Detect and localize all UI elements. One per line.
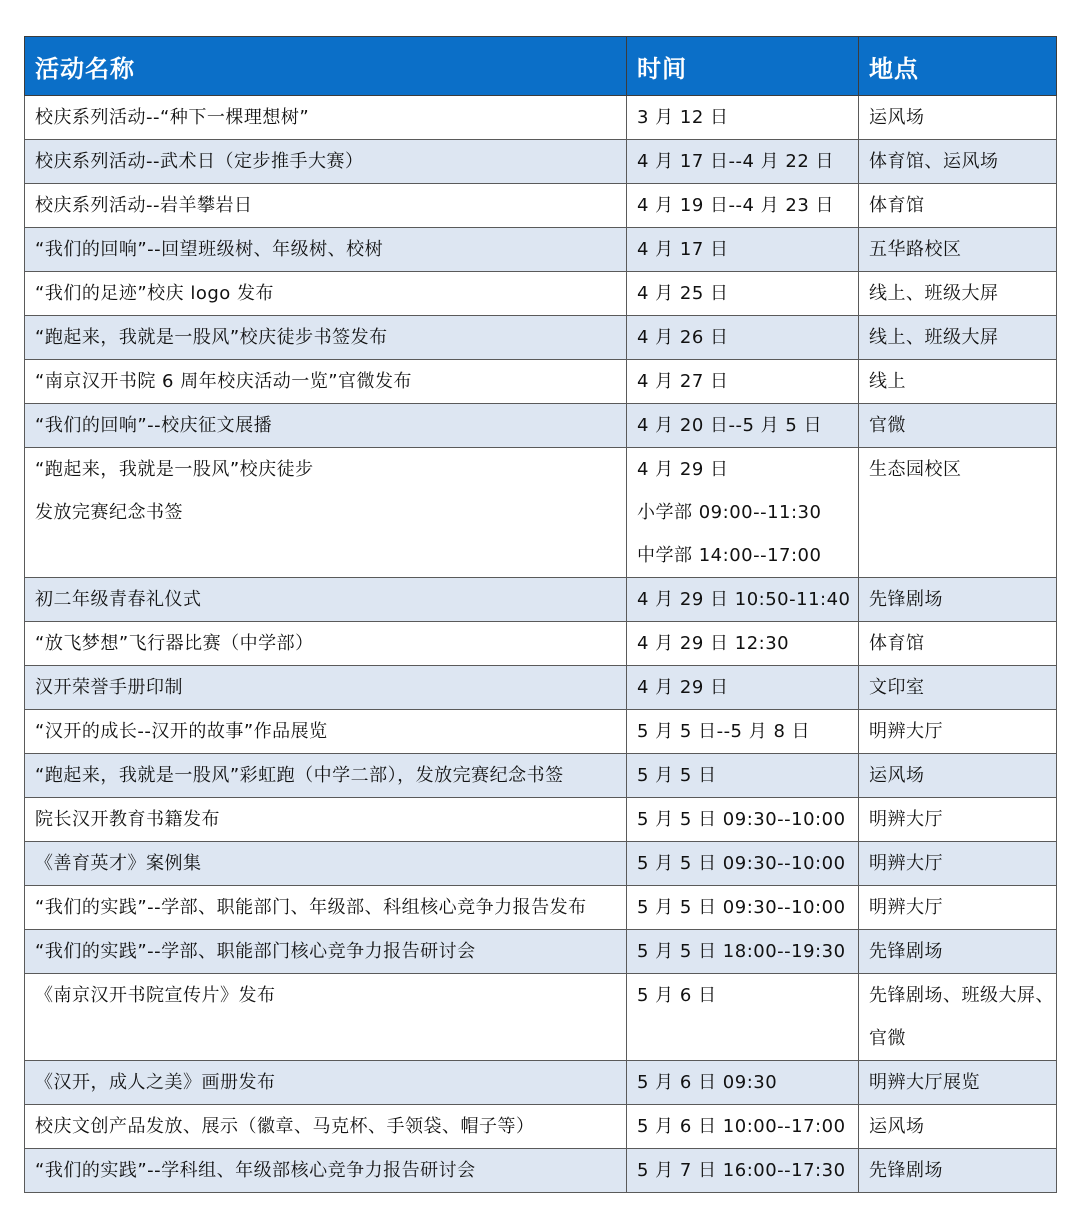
activity-name-cell <box>25 886 627 930</box>
activity-name-cell <box>25 96 627 140</box>
location-cell <box>859 140 1057 184</box>
activity-name-cell <box>25 974 627 1061</box>
location-cell-line: 明辨大厅 <box>869 809 943 830</box>
table-row <box>25 360 1057 404</box>
activity-name-cell-line: “南京汉开书院 6 周年校庆活动一览”官微发布 <box>35 371 413 392</box>
activity-table-container <box>24 36 1056 1193</box>
time-cell-line: 5 月 5 日 09:30--10:00 <box>637 853 846 874</box>
table-row <box>25 404 1057 448</box>
time-cell <box>627 710 859 754</box>
activity-schedule-table <box>24 36 1057 1193</box>
activity-name-cell-line: 发放完赛纪念书签 <box>35 502 183 523</box>
time-cell-line: 5 月 5 日 09:30--10:00 <box>637 897 846 918</box>
activity-name-cell <box>25 842 627 886</box>
table-row <box>25 798 1057 842</box>
time-cell-line: 4 月 17 日--4 月 22 日 <box>637 151 835 172</box>
activity-name-cell <box>25 448 627 578</box>
time-cell-line: 4 月 19 日--4 月 23 日 <box>637 195 835 216</box>
location-cell <box>859 578 1057 622</box>
time-cell-line: 5 月 6 日 09:30 <box>637 1072 778 1093</box>
time-cell <box>627 360 859 404</box>
activity-name-cell <box>25 578 627 622</box>
table-row <box>25 448 1057 578</box>
time-cell <box>627 930 859 974</box>
location-cell-line: 五华路校区 <box>869 239 962 260</box>
location-cell <box>859 1149 1057 1193</box>
location-cell-line: 先锋剧场、班级大屏、 <box>869 985 1054 1006</box>
time-cell <box>627 316 859 360</box>
time-cell <box>627 404 859 448</box>
time-cell <box>627 272 859 316</box>
activity-name-cell-line: “我们的实践”--学部、职能部门核心竞争力报告研讨会 <box>35 941 476 962</box>
activity-name-cell-line: 《善育英才》案例集 <box>35 853 202 874</box>
location-cell-line: 明辨大厅 <box>869 721 943 742</box>
activity-name-cell-line: “我们的回响”--校庆征文展播 <box>35 415 273 436</box>
time-cell-line: 4 月 20 日--5 月 5 日 <box>637 415 823 436</box>
location-cell <box>859 96 1057 140</box>
table-row <box>25 930 1057 974</box>
activity-name-cell-line: “汉开的成长--汉开的故事”作品展览 <box>35 721 328 742</box>
table-row <box>25 886 1057 930</box>
time-cell-line: 4 月 25 日 <box>637 283 729 304</box>
activity-name-cell-line: 院长汉开教育书籍发布 <box>35 809 220 830</box>
activity-name-cell-line: “放飞梦想”飞行器比赛（中学部） <box>35 633 314 654</box>
activity-name-cell <box>25 228 627 272</box>
time-cell <box>627 578 859 622</box>
activity-name-cell-line: “我们的实践”--学科组、年级部核心竞争力报告研讨会 <box>35 1160 476 1181</box>
time-cell <box>627 798 859 842</box>
table-row <box>25 754 1057 798</box>
location-cell-line: 体育馆 <box>869 633 925 654</box>
activity-name-cell <box>25 754 627 798</box>
location-cell-line: 官微 <box>869 1028 906 1049</box>
time-cell-line: 4 月 26 日 <box>637 327 729 348</box>
location-cell <box>859 754 1057 798</box>
time-cell-line: 4 月 29 日 12:30 <box>637 633 790 654</box>
activity-name-cell <box>25 404 627 448</box>
time-cell <box>627 96 859 140</box>
time-cell <box>627 886 859 930</box>
time-cell-line: 5 月 6 日 10:00--17:00 <box>637 1116 846 1137</box>
time-cell-line: 5 月 5 日 <box>637 765 717 786</box>
activity-name-cell-line: 校庆系列活动--岩羊攀岩日 <box>35 195 253 216</box>
time-cell <box>627 448 859 578</box>
location-cell <box>859 228 1057 272</box>
time-cell <box>627 842 859 886</box>
activity-name-cell <box>25 622 627 666</box>
header-activity-name: 活动名称 <box>25 37 627 96</box>
location-cell-line: 体育馆、运风场 <box>869 151 999 172</box>
time-cell-line: 4 月 29 日 10:50-11:40 <box>637 589 851 610</box>
activity-name-cell-line: “我们的回响”--回望班级树、年级树、校树 <box>35 239 384 260</box>
table-row <box>25 842 1057 886</box>
time-cell-line: 5 月 7 日 16:00--17:30 <box>637 1160 846 1181</box>
time-cell <box>627 140 859 184</box>
location-cell <box>859 666 1057 710</box>
time-cell-line: 5 月 5 日 18:00--19:30 <box>637 941 846 962</box>
location-cell-line: 运风场 <box>869 765 925 786</box>
activity-name-cell-line: “跑起来，我就是一股风”彩虹跑（中学二部），发放完赛纪念书签 <box>35 765 564 786</box>
activity-name-cell <box>25 710 627 754</box>
activity-name-cell <box>25 272 627 316</box>
location-cell <box>859 184 1057 228</box>
time-cell-line: 4 月 29 日 <box>637 677 729 698</box>
header-location: 地点 <box>859 37 1057 96</box>
activity-name-cell-line: 《汉开，成人之美》画册发布 <box>35 1072 276 1093</box>
activity-name-cell <box>25 666 627 710</box>
activity-name-cell-line: 初二年级青春礼仪式 <box>35 589 202 610</box>
time-cell-line: 4 月 27 日 <box>637 371 729 392</box>
time-cell-line: 4 月 17 日 <box>637 239 729 260</box>
time-cell-line: 小学部 09:00--11:30 <box>637 502 822 523</box>
time-cell-line: 5 月 6 日 <box>637 985 717 1006</box>
activity-name-cell-line: 校庆系列活动--武术日（定步推手大赛） <box>35 151 364 172</box>
activity-name-cell-line: “我们的足迹”校庆 logo 发布 <box>35 283 275 304</box>
table-row <box>25 184 1057 228</box>
location-cell <box>859 404 1057 448</box>
activity-name-cell <box>25 360 627 404</box>
table-row <box>25 1061 1057 1105</box>
location-cell <box>859 316 1057 360</box>
location-cell-line: 先锋剧场 <box>869 941 943 962</box>
activity-name-cell <box>25 184 627 228</box>
time-cell-line: 中学部 14:00--17:00 <box>637 545 822 566</box>
activity-name-cell-line: “跑起来，我就是一股风”校庆徒步 <box>35 459 314 480</box>
activity-name-cell-line: 汉开荣誉手册印制 <box>35 677 183 698</box>
table-header-row <box>25 37 1057 96</box>
time-cell <box>627 622 859 666</box>
location-cell-line: 体育馆 <box>869 195 925 216</box>
table-row <box>25 666 1057 710</box>
location-cell <box>859 272 1057 316</box>
location-cell-line: 生态园校区 <box>869 459 962 480</box>
location-cell-line: 文印室 <box>869 677 925 698</box>
table-row <box>25 1105 1057 1149</box>
table-row <box>25 622 1057 666</box>
location-cell <box>859 622 1057 666</box>
header-time: 时间 <box>627 37 859 96</box>
location-cell <box>859 710 1057 754</box>
location-cell-line: 线上、班级大屏 <box>869 283 999 304</box>
table-row <box>25 1149 1057 1193</box>
location-cell <box>859 842 1057 886</box>
location-cell-line: 官微 <box>869 415 906 436</box>
location-cell <box>859 798 1057 842</box>
activity-name-cell <box>25 316 627 360</box>
location-cell <box>859 1061 1057 1105</box>
location-cell-line: 明辨大厅展览 <box>869 1072 980 1093</box>
activity-name-cell-line: 校庆文创产品发放、展示（徽章、马克杯、手领袋、帽子等） <box>35 1116 535 1137</box>
activity-name-cell-line: 《南京汉开书院宣传片》发布 <box>35 985 276 1006</box>
table-row <box>25 96 1057 140</box>
table-row <box>25 710 1057 754</box>
table-row <box>25 578 1057 622</box>
activity-name-cell-line: “我们的实践”--学部、职能部门、年级部、科组核心竞争力报告发布 <box>35 897 587 918</box>
time-cell <box>627 1105 859 1149</box>
activity-name-cell <box>25 140 627 184</box>
location-cell <box>859 974 1057 1061</box>
table-body <box>25 96 1057 1193</box>
time-cell <box>627 1149 859 1193</box>
location-cell-line: 明辨大厅 <box>869 897 943 918</box>
activity-name-cell <box>25 798 627 842</box>
location-cell <box>859 360 1057 404</box>
activity-name-cell-line: “跑起来，我就是一股风”校庆徒步书签发布 <box>35 327 388 348</box>
time-cell <box>627 184 859 228</box>
time-cell <box>627 754 859 798</box>
table-row <box>25 140 1057 184</box>
time-cell <box>627 228 859 272</box>
activity-name-cell <box>25 930 627 974</box>
activity-name-cell <box>25 1061 627 1105</box>
table-row <box>25 272 1057 316</box>
time-cell <box>627 666 859 710</box>
location-cell-line: 先锋剧场 <box>869 1160 943 1181</box>
time-cell <box>627 1061 859 1105</box>
activity-name-cell <box>25 1149 627 1193</box>
location-cell-line: 线上 <box>869 371 906 392</box>
location-cell-line: 运风场 <box>869 1116 925 1137</box>
location-cell <box>859 448 1057 578</box>
table-row <box>25 974 1057 1061</box>
location-cell <box>859 886 1057 930</box>
time-cell-line: 5 月 5 日 09:30--10:00 <box>637 809 846 830</box>
activity-name-cell <box>25 1105 627 1149</box>
location-cell-line: 线上、班级大屏 <box>869 327 999 348</box>
location-cell <box>859 930 1057 974</box>
activity-name-cell-line: 校庆系列活动--“种下一棵理想树” <box>35 107 310 128</box>
time-cell-line: 5 月 5 日--5 月 8 日 <box>637 721 811 742</box>
location-cell-line: 先锋剧场 <box>869 589 943 610</box>
time-cell-line: 3 月 12 日 <box>637 107 729 128</box>
time-cell-line: 4 月 29 日 <box>637 459 729 480</box>
table-row <box>25 228 1057 272</box>
location-cell-line: 明辨大厅 <box>869 853 943 874</box>
table-row <box>25 316 1057 360</box>
location-cell <box>859 1105 1057 1149</box>
location-cell-line: 运风场 <box>869 107 925 128</box>
time-cell <box>627 974 859 1061</box>
